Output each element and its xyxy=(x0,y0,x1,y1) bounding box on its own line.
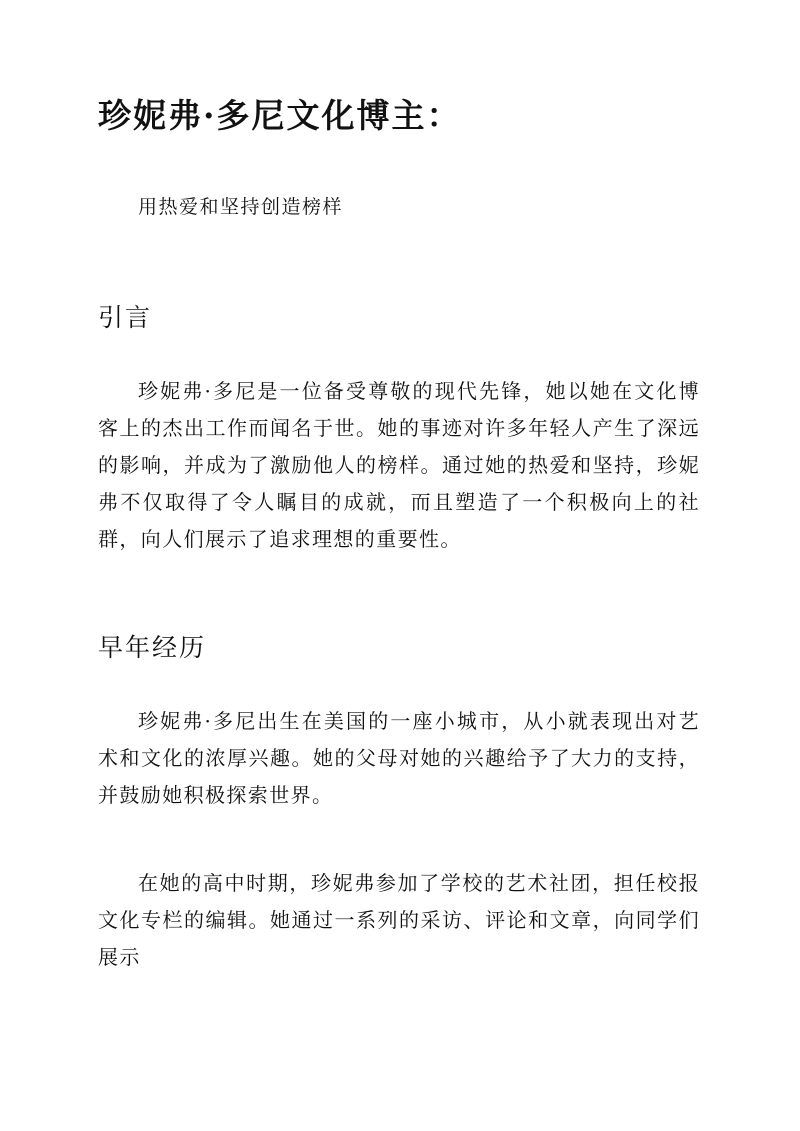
introduction-paragraph: 珍妮弗·多尼是一位备受尊敬的现代先锋，她以她在文化博客上的杰出工作而闻名于世。她的事迹对许多年轻人产生了深远的影响，并成为了激励他人的榜样。通过她的热爱和坚持，珍妮弗不仅取得了令人瞩目的成就，而且塑造了一个积极向上的社群，向人们展示了追求理想的重要性。 xyxy=(98,379,700,551)
section-heading-introduction: 引言 xyxy=(98,303,153,332)
early-life-paragraph-1: 珍妮弗·多尼出生在美国的一座小城市，从小就表现出对艺术和文化的浓厚兴趣。她的父母对她的兴趣给予了大力的支持，并鼓励她积极探索世界。 xyxy=(98,709,700,807)
early-life-paragraph-2: 在她的高中时期，珍妮弗参加了学校的艺术社团，担任校报文化专栏的编辑。她通过一系列的采访、评论和文章，向同学们展示 xyxy=(98,871,700,969)
section-heading-early-life: 早年经历 xyxy=(98,633,207,662)
document-subtitle: 用热爱和坚持创造榜样 xyxy=(138,196,344,218)
document-title: 珍妮弗·多尼文化博主： xyxy=(98,96,462,135)
